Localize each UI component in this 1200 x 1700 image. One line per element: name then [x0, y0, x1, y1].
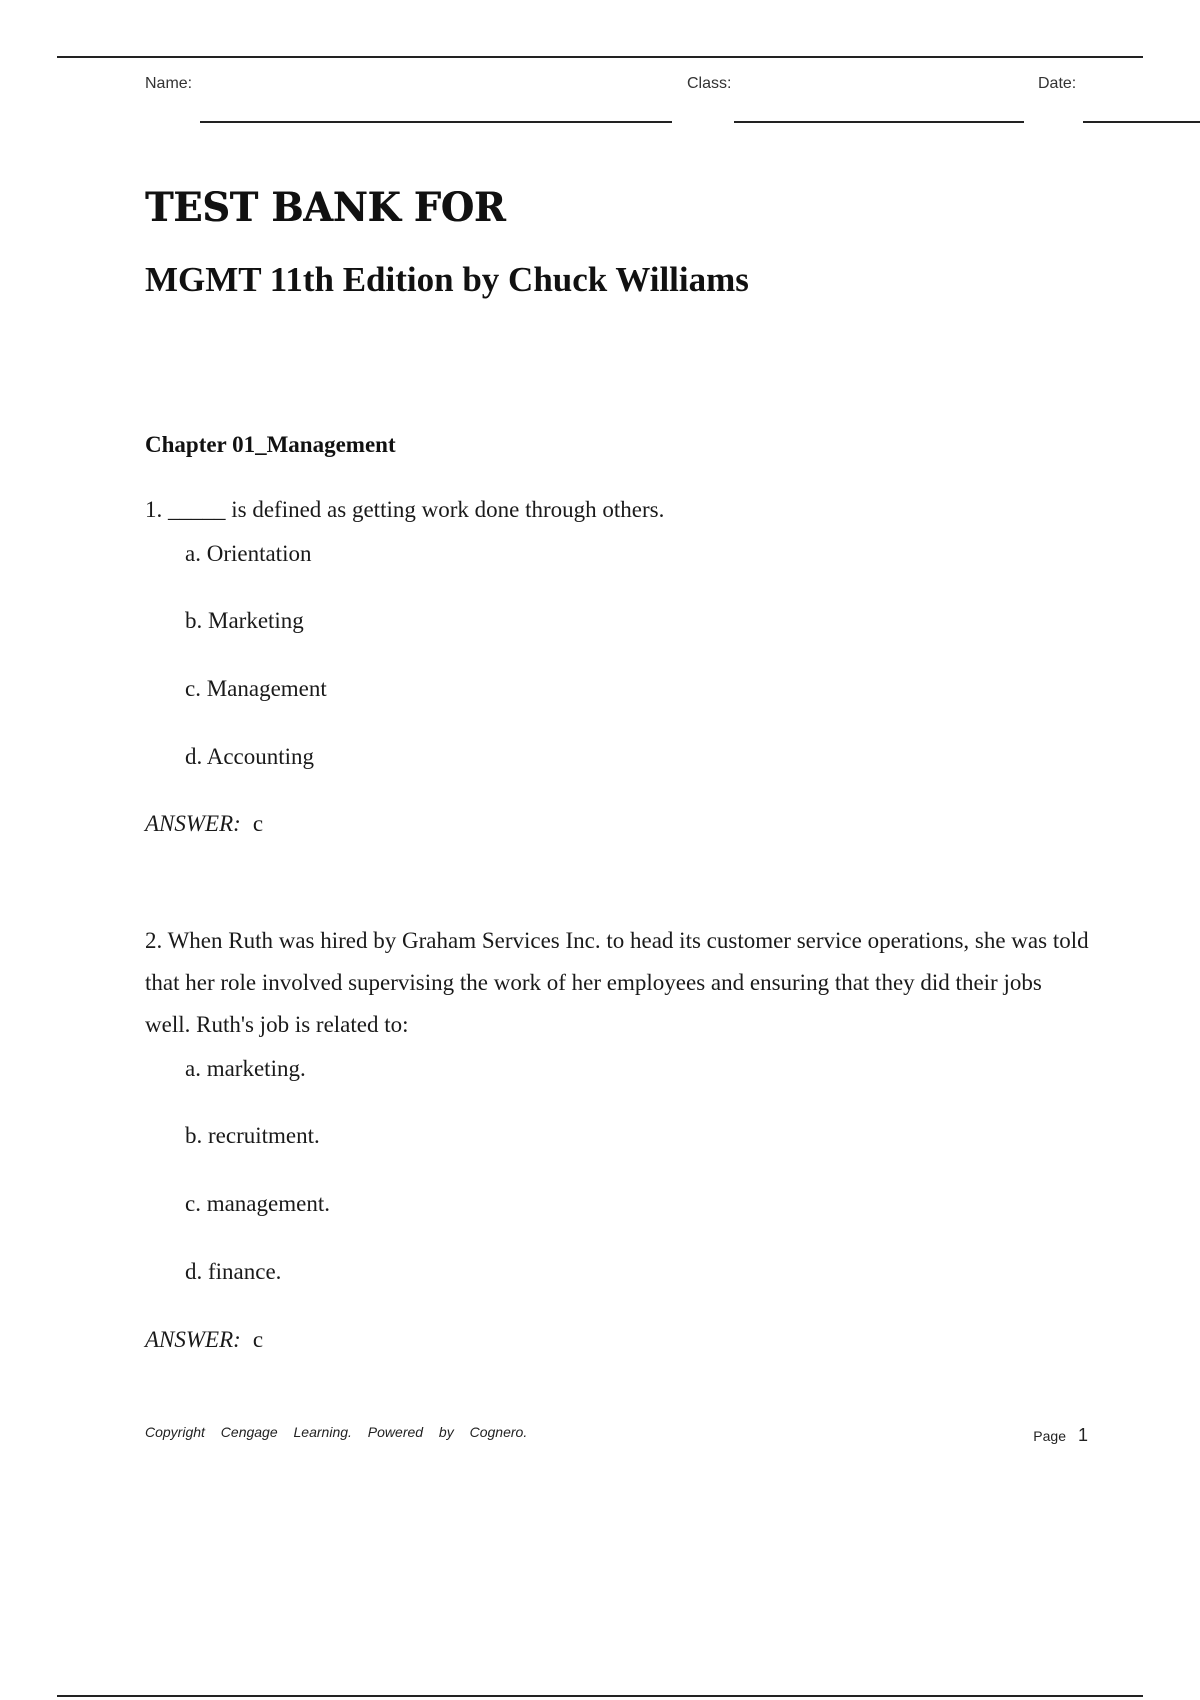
book-title: MGMT 11th Edition by Chuck Williams: [145, 260, 749, 299]
name-field[interactable]: [200, 121, 672, 123]
answer-label: ANSWER:: [145, 811, 241, 836]
question-text: 1. _____ is defined as getting work done through others.: [145, 497, 665, 522]
choice-item: d. Accounting: [185, 744, 315, 769]
top-rule: [57, 56, 1143, 58]
class-field[interactable]: [734, 121, 1024, 123]
date-label: Date:: [1038, 75, 1077, 92]
choice-item: c. management.: [185, 1191, 330, 1216]
choice-item: b. Marketing: [185, 608, 304, 633]
choice-item: b. recruitment.: [185, 1123, 320, 1148]
copyright-notice: Copyright Cengage Learning. Powered by Cognero.: [145, 1424, 528, 1440]
bottom-rule: [57, 1695, 1143, 1697]
date-field[interactable]: [1083, 121, 1200, 123]
choice-item: a. marketing.: [185, 1056, 306, 1081]
page-indicator: [1033, 1425, 1088, 1446]
class-label: Class:: [687, 75, 732, 92]
chapter-heading: Chapter 01_Management: [145, 432, 396, 457]
choice-item: c. Management: [185, 676, 327, 701]
question-text: 2. When Ruth was hired by Graham Services Inc. to head its customer service operations, she was told that her role involved supervising the work of her employees and ensuring that they did their jobs well. Ruth's job is related to:: [145, 928, 1089, 1037]
answer-value: c: [252, 1327, 264, 1352]
choice-item: a. Orientation: [185, 541, 312, 566]
page-label: Page: [1033, 1428, 1066, 1444]
name-label: Name:: [145, 75, 193, 92]
page-number: 1: [1077, 1425, 1088, 1445]
choice-item: d. finance.: [185, 1259, 282, 1284]
answer-line: [145, 811, 263, 837]
answer-line: [145, 1327, 263, 1353]
answer-label: ANSWER:: [145, 1327, 241, 1352]
answer-value: c: [252, 811, 264, 836]
page-title: TEST BANK FOR: [145, 183, 506, 231]
